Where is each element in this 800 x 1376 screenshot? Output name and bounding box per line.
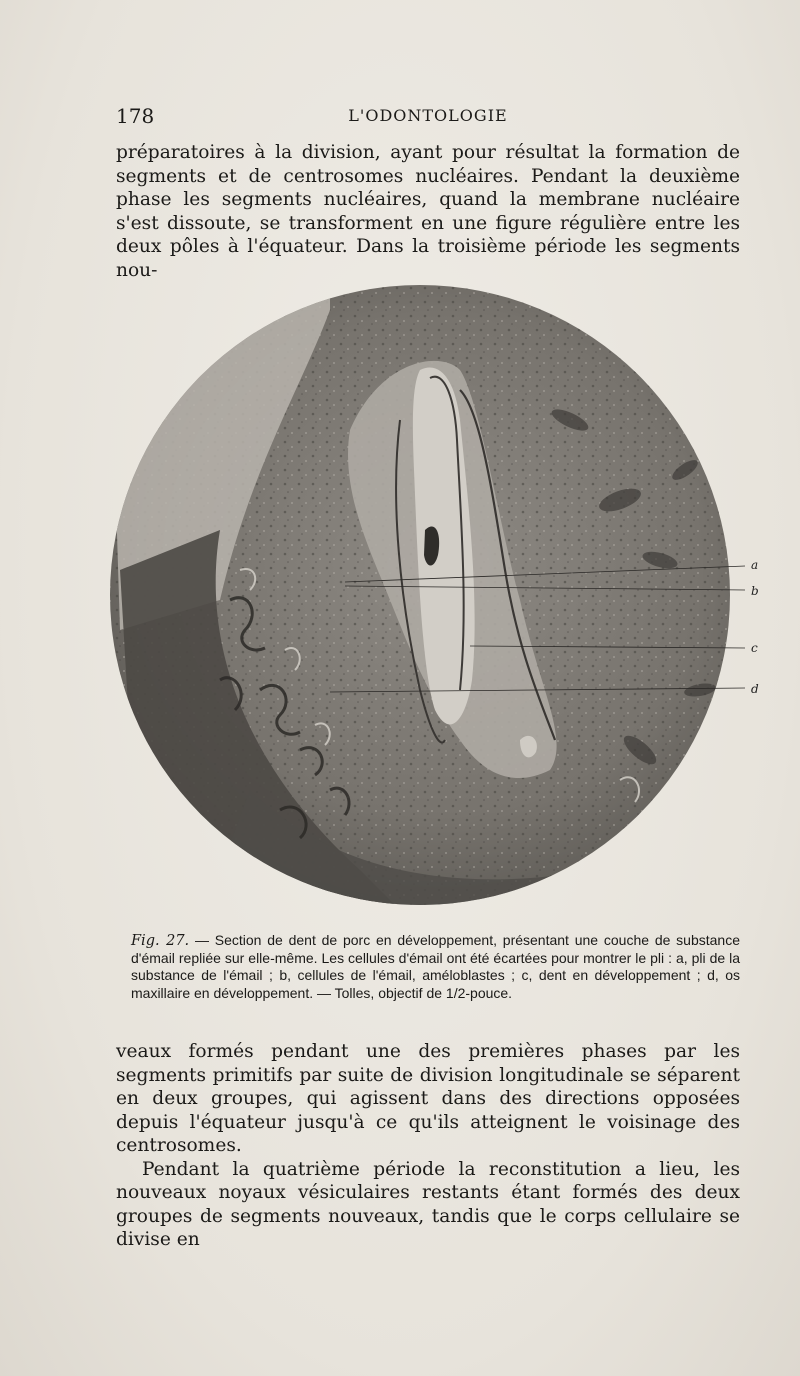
figure-micrograph xyxy=(100,270,780,925)
body-paragraph-next: Pendant la quatrième période la reconstitution a lieu, les nouveaux noyaux vésiculaires restants étant formés des deux groupes de segments nouveaux, tandis que le corps cellulaire se divise en xyxy=(116,1158,740,1250)
label-a: a xyxy=(751,558,759,572)
page-number: 178 xyxy=(116,104,155,128)
running-head xyxy=(116,104,740,130)
body-bottom xyxy=(116,1040,740,1252)
label-c: c xyxy=(751,641,758,655)
body-paragraph-continuation: veaux formés pendant une des premières phases par les segments primitifs par suite de division longitudinale se séparent en deux groupes, qui agissent dans des directions opposées depuis l'équateur jusqu'à ce qu'ils atteignent le voisinage des centrosomes. xyxy=(116,1041,740,1156)
caption-text: — Section de dent de porc en développement, présentant une couche de substance d'émail repliée sur elle-même. Les cellules d'émail ont été écartées pour montrer le pli : a, pli de la substance de l'émail ; b, cellules de l'émail, améloblastes ; c, dent en développement ; d, os maxillaire en développement. — Tolles, objectif de 1/2-pouce. xyxy=(131,932,740,1001)
label-b: b xyxy=(751,584,759,598)
figure-caption xyxy=(131,932,740,1002)
body-paragraph-top: préparatoires à la division, ayant pour résultat la formation de segments et de centrosomes nucléaires. Pendant la deuxième phase les segments nucléaires, quand la membrane nucléaire s'est dissoute, se transforment en une figure régulière entre les deux pôles à l'équateur. Dans la troisième période les segments nou- xyxy=(116,142,740,281)
figure-label: Fig. 27. xyxy=(131,933,190,949)
micrograph-disc xyxy=(100,270,780,925)
running-title: L'ODONTOLOGIE xyxy=(348,106,508,125)
micrograph-illustration xyxy=(100,270,780,925)
label-d: d xyxy=(751,682,759,696)
